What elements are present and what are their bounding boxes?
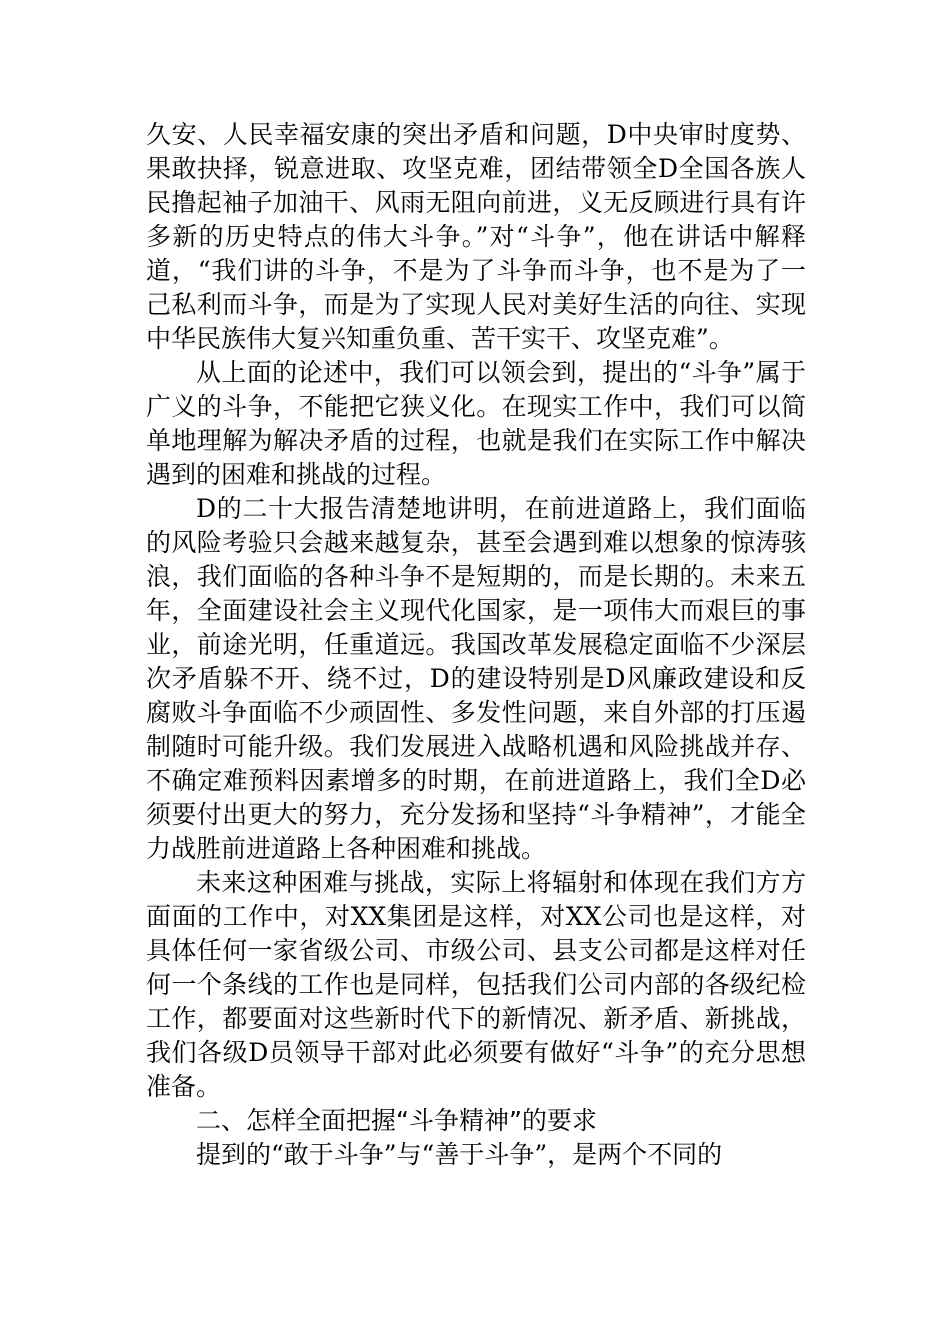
paragraph-continuation: 久安、人民幸福安康的突出矛盾和问题，D中央审时度势、果敢抉择，锐意进取、攻坚克难，团结带领全D全国各族人民撸起袖子加油干、风雨无阻向前进，义无反顾进行具有许多新的历史特点的伟大斗争。”对“斗争”，他在讲话中解释道，“我们讲的斗争，不是为了斗争而斗争，也不是为了一己私利而斗争，而是为了实现人民对美好生活的向往、实现中华民族伟大复兴知重负重、苦干实干、攻坚克难”。 [146, 120, 806, 353]
paragraph-twentieth-congress-report: D的二十大报告清楚地讲明，在前进道路上，我们面临的风险考验只会越来越复杂，甚至会遇到难以想象的惊涛骇浪，我们面临的各种斗争不是短期的，而是长期的。未来五年，全面建设社会主义现代化国家，是一项伟大而艰巨的事业，前途光明，任重道远。我国改革发展稳定面临不少深层次矛盾躲不开、绕不过，D的建设特别是D风廉政建设和反腐败斗争面临不少顽固性、多发性问题，来自外部的打压遏制随时可能升级。我们发展进入战略机遇和风险挑战并存、不确定难预料因素增多的时期，在前进道路上，我们全D必须要付出更大的努力，充分发扬和坚持“斗争精神”，才能全力战胜前进道路上各种困难和挑战。 [146, 494, 806, 863]
paragraph-closing: 提到的“敢于斗争”与“善于斗争”，是两个不同的 [196, 1140, 723, 1169]
section-heading: 二、怎样全面把握“斗争精神”的要求 [196, 1106, 597, 1135]
paragraph-struggle-meaning: 从上面的论述中，我们可以领会到，提出的“斗争”属于广义的斗争，不能把它狭义化。在现实工作中，我们可以简单地理解为解决矛盾的过程，也就是我们在实际工作中解决遇到的困难和挑战的过程。 [146, 358, 806, 489]
paragraph-future-challenges: 未来这种困难与挑战，实际上将辐射和体现在我们方方面面的工作中，对XX集团是这样，对XX公司也是这样，对具体任何一家省级公司、市级公司、县支公司都是这样对任何一个条线的工作也是同样，包括我们公司内部的各级纪检工作，都要面对这些新时代下的新情况、新矛盾、新挑战，我们各级D员领导干部对此必须要有做好“斗争”的充分思想准备。 [146, 868, 806, 1101]
document-page [146, 118, 806, 1172]
